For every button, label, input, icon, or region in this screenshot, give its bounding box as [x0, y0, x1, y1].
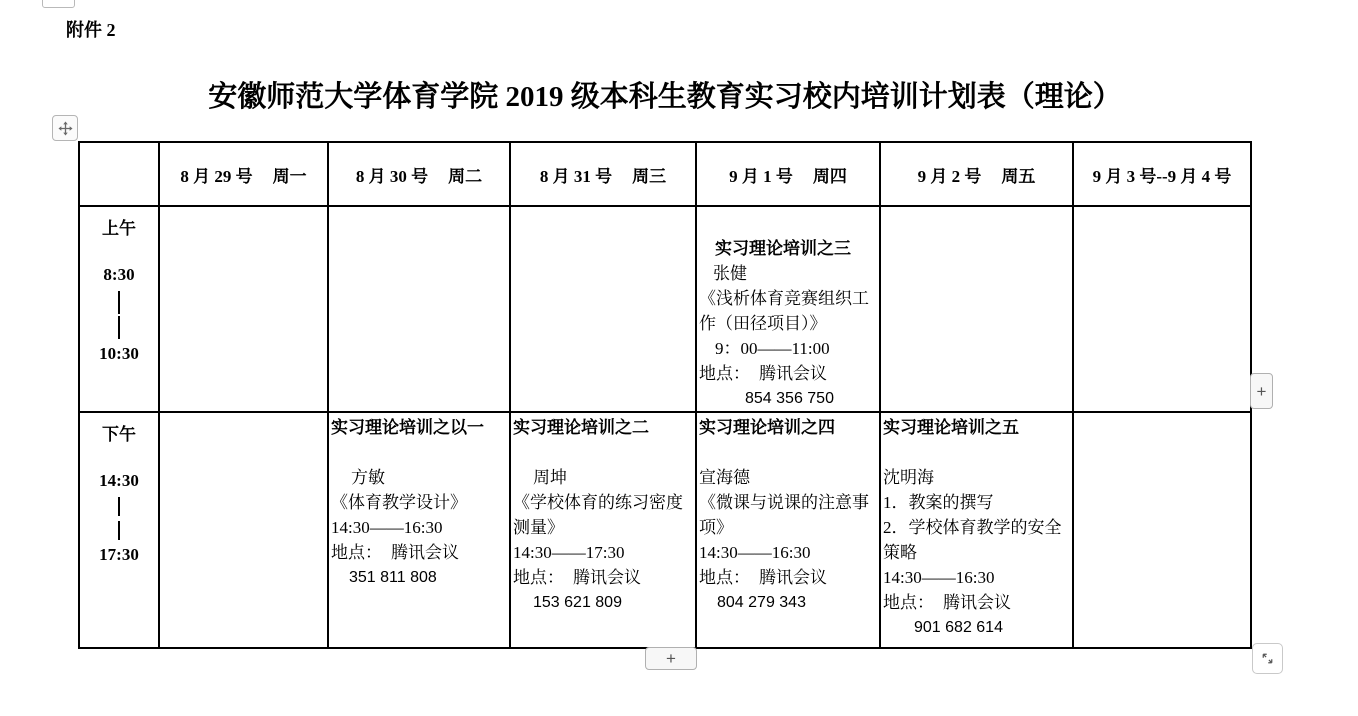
- time-connector-line: [80, 291, 158, 339]
- end-time: 17:30: [99, 545, 139, 564]
- session-time: 14:30——16:30: [883, 568, 995, 587]
- move-icon: [58, 121, 73, 136]
- location-value: 腾讯会议: [759, 364, 827, 383]
- session-topic: 《浅析体育竞赛组织工作（田径项目）》: [699, 289, 869, 333]
- afternoon-time-label-cell[interactable]: [79, 412, 159, 648]
- table-move-handle[interactable]: [52, 115, 78, 141]
- session-topic: 《微课与说课的注意事项》: [699, 493, 869, 537]
- insert-row-button[interactable]: [645, 647, 697, 670]
- location-value: 腾讯会议: [943, 593, 1011, 612]
- session-topic: 《学校体育的练习密度测量》: [513, 493, 683, 537]
- period-label: 上午: [102, 219, 136, 238]
- weekday-label: 周三: [632, 166, 667, 186]
- empty-cell-morning-sep3-4[interactable]: [1073, 206, 1251, 412]
- morning-time-label-cell[interactable]: [79, 206, 159, 412]
- date-label: 8 月 30 号: [355, 166, 429, 186]
- date-label: 9 月 2 号: [917, 166, 982, 186]
- location-label: 地点：: [699, 364, 750, 383]
- time-connector-line: [80, 497, 158, 540]
- session-agenda-item: 1．教案的撰写: [883, 493, 994, 512]
- session-location: [699, 361, 878, 386]
- meeting-id: 804 279 343: [717, 594, 806, 611]
- session-location: [883, 590, 1071, 615]
- session-topic: 《体育教学设计》: [331, 493, 467, 512]
- plus-icon: +: [1256, 381, 1267, 401]
- header-cell-sep3-4[interactable]: [1073, 142, 1251, 206]
- attachment-label: 附件 2: [66, 20, 116, 40]
- session-speaker: 张健: [713, 264, 747, 283]
- session-title: 实习理论培训之四: [699, 418, 835, 437]
- session-speaker: 宣海德: [699, 468, 750, 487]
- page-title: 安徽师范大学体育学院 2019 级本科生教育实习校内培训计划表（理论）: [208, 81, 1122, 113]
- weekday-label: 周五: [1001, 166, 1036, 186]
- empty-cell-morning-sep2[interactable]: [880, 206, 1073, 412]
- session-speaker: 沈明海: [883, 468, 934, 487]
- location-value: 腾讯会议: [391, 543, 459, 562]
- session-cell-morning-sep1[interactable]: [696, 206, 880, 412]
- empty-cell-morning-aug30[interactable]: [328, 206, 510, 412]
- header-cell-aug29[interactable]: [159, 142, 328, 206]
- header-row: [79, 142, 1251, 206]
- session-location: [331, 540, 508, 565]
- session-location: [513, 565, 694, 590]
- session-time: 9：00——11:00: [715, 339, 830, 358]
- date-label: 9 月 3 号--9 月 4 号: [1092, 166, 1232, 186]
- session-agenda-item: 2．学校体育教学的安全策略: [883, 518, 1062, 562]
- session-location: [699, 565, 878, 590]
- weekday-label: 周四: [812, 166, 847, 186]
- meeting-id: 854 356 750: [745, 390, 834, 407]
- empty-cell-morning-aug31[interactable]: [510, 206, 696, 412]
- start-time: 8:30: [103, 265, 135, 284]
- header-cell-aug31[interactable]: [510, 142, 696, 206]
- location-value: 腾讯会议: [573, 568, 641, 587]
- meeting-id: 153 621 809: [533, 594, 622, 611]
- start-time: 14:30: [99, 471, 139, 490]
- header-cell-sep1[interactable]: [696, 142, 880, 206]
- location-label: 地点：: [331, 543, 382, 562]
- header-cell-aug30[interactable]: [328, 142, 510, 206]
- clipped-toolbar-fragment: [42, 0, 75, 8]
- date-label: 9 月 1 号: [729, 166, 793, 186]
- end-time: 10:30: [99, 344, 139, 363]
- date-label: 8 月 29 号: [180, 166, 253, 186]
- session-speaker: 周坤: [533, 468, 567, 487]
- session-time: 14:30——17:30: [513, 543, 625, 562]
- header-cell-sep2[interactable]: [880, 142, 1073, 206]
- session-time: 14:30——16:30: [331, 518, 443, 537]
- session-cell-afternoon-aug30[interactable]: [328, 412, 510, 648]
- diagonal-resize-icon: [1259, 650, 1276, 667]
- session-cell-afternoon-sep2[interactable]: [880, 412, 1073, 648]
- meeting-id: 901 682 614: [914, 619, 1003, 636]
- location-value: 腾讯会议: [759, 568, 827, 587]
- date-label: 8 月 31 号: [539, 166, 613, 186]
- session-cell-afternoon-sep1[interactable]: [696, 412, 880, 648]
- table-resize-handle[interactable]: [1252, 643, 1283, 674]
- session-title: 实习理论培训之三: [715, 239, 851, 258]
- empty-cell-afternoon-sep3-4[interactable]: [1073, 412, 1251, 648]
- insert-column-button[interactable]: [1250, 373, 1273, 409]
- session-speaker: 方敏: [351, 468, 385, 487]
- afternoon-row: [79, 412, 1251, 648]
- plus-icon: +: [666, 649, 676, 668]
- weekday-label: 周二: [448, 166, 483, 186]
- session-title: 实习理论培训之五: [883, 418, 1019, 437]
- empty-cell-afternoon-aug29[interactable]: [159, 412, 328, 648]
- session-cell-afternoon-aug31[interactable]: [510, 412, 696, 648]
- session-title: 实习理论培训之以一: [331, 418, 484, 437]
- location-label: 地点：: [883, 593, 934, 612]
- session-title: 实习理论培训之二: [513, 418, 649, 437]
- header-corner-cell[interactable]: [79, 142, 159, 206]
- training-schedule-table: [78, 141, 1252, 649]
- weekday-label: 周一: [272, 166, 307, 186]
- location-label: 地点：: [513, 568, 564, 587]
- session-time: 14:30——16:30: [699, 543, 811, 562]
- meeting-id: 351 811 808: [349, 569, 437, 586]
- location-label: 地点：: [699, 568, 750, 587]
- morning-row: [79, 206, 1251, 412]
- period-label: 下午: [102, 425, 136, 444]
- empty-cell-morning-aug29[interactable]: [159, 206, 328, 412]
